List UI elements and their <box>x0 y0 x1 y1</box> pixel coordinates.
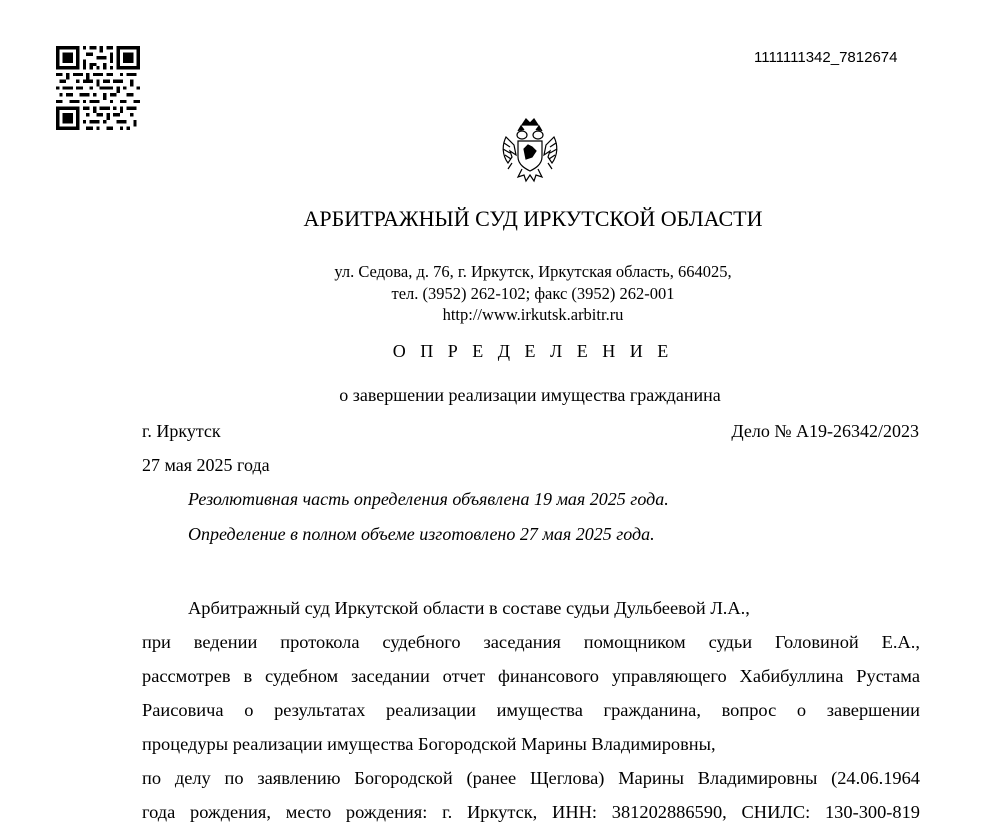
body-line: Арбитражный суд Иркутской области в составе судьи Дульбеевой Л.А., <box>188 598 750 618</box>
body-line: года рождения, место рождения: г. Иркутск, ИНН: 381202886590, СНИЛС: 130-300-819 <box>142 802 920 822</box>
resolution-note: Резолютивная часть определения объявлена 19 мая 2025 года. <box>188 489 669 509</box>
case-number: Дело № А19-26342/2023 <box>731 421 919 441</box>
court-name: АРБИТРАЖНЫЙ СУД ИРКУТСКОЙ ОБЛАСТИ <box>303 206 763 231</box>
document-date: 27 мая 2025 года <box>142 455 270 475</box>
body-line: Раисовича о результатах реализации имущества гражданина, вопрос о завершении <box>142 700 920 720</box>
body-line: при ведении протокола судебного заседания помощником судьи Головиной Е.А., <box>142 632 920 652</box>
coat-of-arms-emblem <box>498 117 562 185</box>
court-address: ул. Седова, д. 76, г. Иркутск, Иркутская область, 664025, <box>334 262 732 281</box>
body-line: по делу по заявлению Богородской (ранее Щеглова) Марины Владимировны (24.06.1964 <box>142 768 920 788</box>
document-subject: о завершении реализации имущества гражданина <box>339 385 721 405</box>
body-line: процедуры реализации имущества Богородской Марины Владимировны, <box>142 734 716 754</box>
document-type: О П Р Е Д Е Л Е Н И Е <box>392 341 674 361</box>
document-id: 1111111342_7812674 <box>754 49 898 66</box>
document-body <box>142 591 920 829</box>
court-website-link[interactable]: http://www.irkutsk.arbitr.ru <box>442 305 624 324</box>
court-contacts: тел. (3952) 262-102; факс (3952) 262-001 <box>391 284 675 303</box>
qr-code <box>56 46 140 130</box>
body-line: рассмотрев в судебном заседании отчет финансового управляющего Хабибуллина Рустама <box>142 666 920 686</box>
document-city: г. Иркутск <box>142 421 221 441</box>
full-text-note: Определение в полном объеме изготовлено 27 мая 2025 года. <box>188 524 655 544</box>
